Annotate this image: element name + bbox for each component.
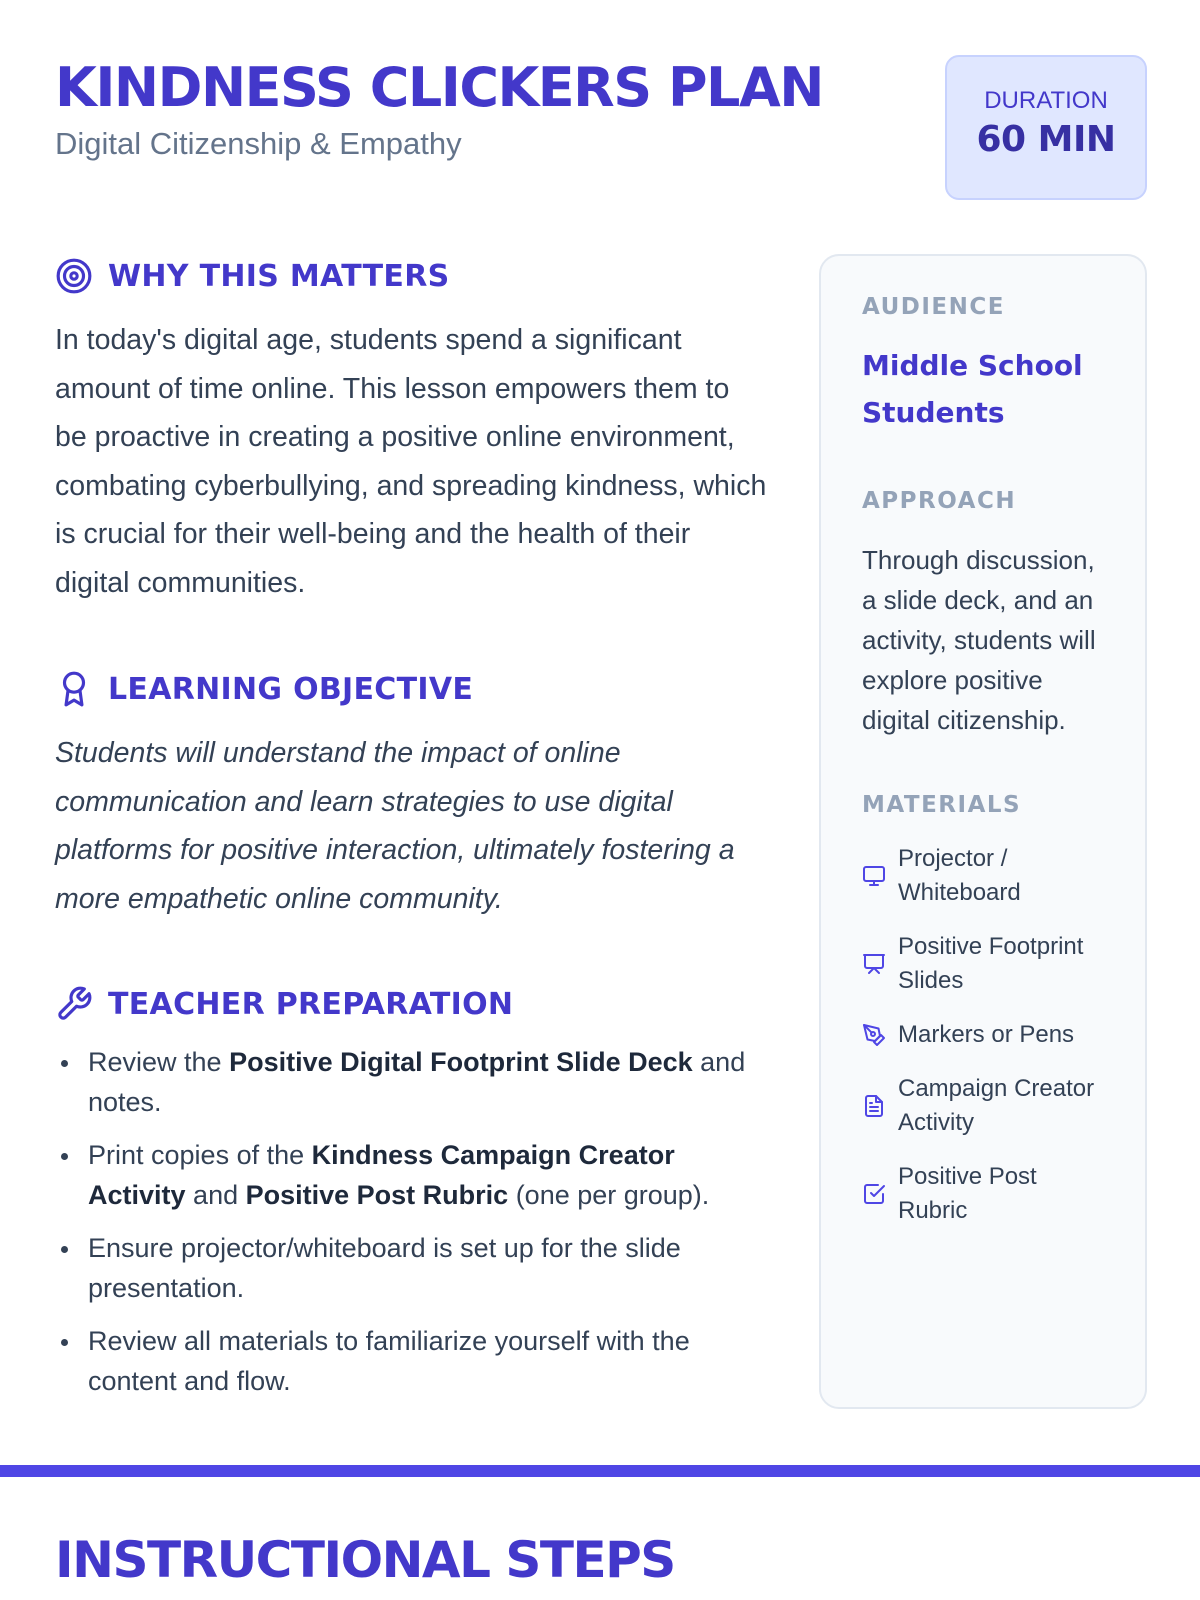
- target-icon: [55, 257, 93, 295]
- audience-label: AUDIENCE: [862, 294, 1005, 320]
- why-heading: [55, 252, 767, 300]
- why-body: In today's digital age, students spend a significant amount of time online. This lesson empowers them to be proactive in creating a positive online environment, combating cyberbullying, and spreading kindness, which is crucial for their well-being and the health of their digital communities.: [55, 324, 767, 599]
- material-item: [862, 1072, 1107, 1140]
- list-item: Review all materials to familiarize yourself with the content and flow.: [55, 1321, 767, 1401]
- why-title: WHY THIS MATTERS: [108, 258, 450, 294]
- audience-value: Middle School Students: [862, 349, 1083, 429]
- material-item: [862, 842, 1107, 910]
- approach-value: Through discussion, a slide deck, and an activity, students will explore positive digital citizenship.: [862, 545, 1096, 735]
- material-label: Positive Footprint Slides: [898, 933, 1084, 994]
- objective-title: LEARNING OBJECTIVE: [108, 671, 474, 707]
- material-label: Campaign Creator Activity: [898, 1075, 1095, 1136]
- presentation-icon: [862, 952, 886, 976]
- approach-label: APPROACH: [862, 488, 1017, 514]
- page-header: [55, 52, 915, 164]
- material-label: Projector / Whiteboard: [898, 845, 1021, 906]
- section-divider: [0, 1465, 1200, 1477]
- page-subtitle: Digital Citizenship & Empathy: [55, 126, 462, 161]
- list-item: Review the Positive Digital Footprint Slide Deck and notes.: [55, 1042, 767, 1122]
- materials-label: MATERIALS: [862, 792, 1022, 818]
- material-label: Markers or Pens: [898, 1021, 1075, 1048]
- material-item: [862, 1018, 1107, 1052]
- award-icon: [55, 670, 93, 708]
- material-item: [862, 930, 1107, 998]
- objective-heading: [55, 665, 767, 713]
- materials-list: [862, 842, 1107, 1228]
- pen-icon: [862, 1023, 886, 1047]
- objective-body: Students will understand the impact of online communication and learn strategies to use digital platforms for positive interaction, ultimately fostering a more empathetic online community.: [55, 737, 735, 915]
- page-title: KINDNESS CLICKERS PLAN: [55, 56, 823, 119]
- preparation-section: [55, 980, 767, 1414]
- preparation-heading: [55, 980, 767, 1028]
- duration-label: DURATION: [984, 87, 1108, 114]
- objective-section: [55, 665, 767, 923]
- material-item: [862, 1160, 1107, 1228]
- preparation-title: TEACHER PREPARATION: [108, 986, 514, 1022]
- why-section: [55, 252, 767, 607]
- list-item: Ensure projector/whiteboard is set up for the slide presentation.: [55, 1228, 767, 1308]
- duration-badge: [945, 55, 1147, 200]
- duration-value: 60 MIN: [976, 119, 1116, 160]
- preparation-list: [55, 1042, 767, 1401]
- list-item: Print copies of the Kindness Campaign Creator Activity and Positive Post Rubric (one per group).: [55, 1135, 767, 1215]
- document-icon: [862, 1094, 886, 1118]
- info-sidebar: [819, 254, 1147, 1409]
- material-label: Positive Post Rubric: [898, 1163, 1037, 1224]
- steps-title: INSTRUCTIONAL STEPS: [55, 1531, 675, 1589]
- monitor-icon: [862, 864, 886, 888]
- checkbox-icon: [862, 1182, 886, 1206]
- wrench-icon: [55, 985, 93, 1023]
